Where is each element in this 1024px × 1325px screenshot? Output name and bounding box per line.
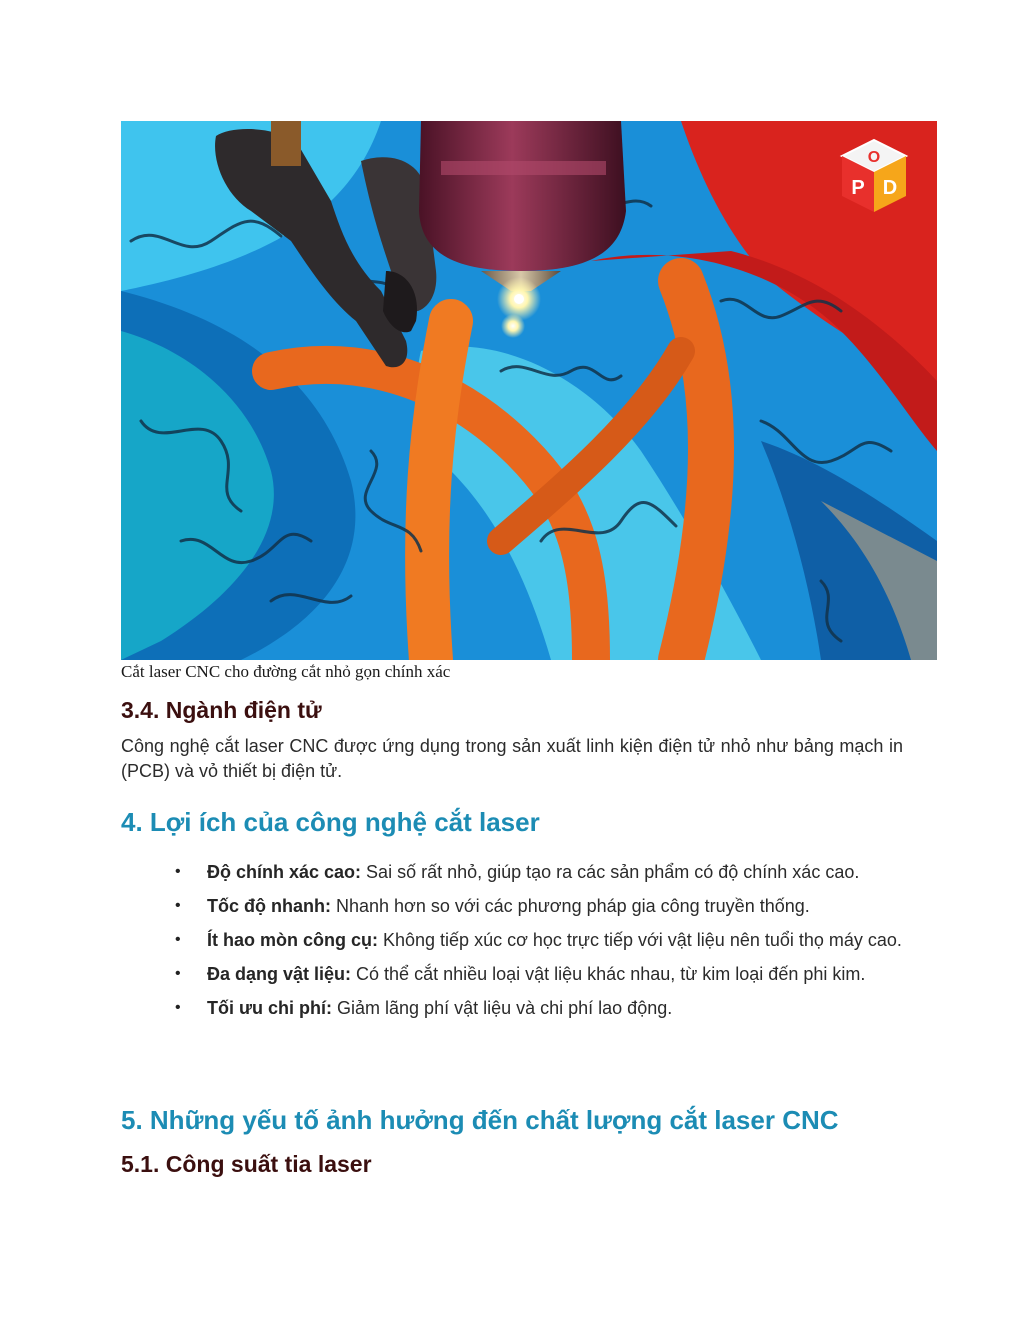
opd-logo — [838, 136, 910, 216]
laser-cutting-photo — [121, 121, 937, 660]
figure-caption: Cắt laser CNC cho đường cắt nhỏ gọn chính xác — [121, 662, 451, 681]
heading-4-benefits: 4. Lợi ích của công nghệ cắt laser — [121, 807, 540, 837]
list-item — [173, 860, 913, 884]
bullet-icon: • — [175, 931, 181, 948]
heading-5-factors: 5. Những yếu tố ảnh hưởng đến chất lượng cắt laser CNC — [121, 1105, 839, 1135]
list-item — [173, 996, 913, 1020]
bullet-icon: • — [175, 999, 181, 1016]
bullet-icon: • — [175, 897, 181, 914]
benefit-text: Giảm lãng phí vật liệu và chi phí lao động. — [332, 998, 673, 1018]
logo-letter-d: D — [882, 177, 898, 199]
benefit-text: Sai số rất nhỏ, giúp tạo ra các sản phẩm có độ chính xác cao. — [361, 862, 860, 882]
benefit-term: Độ chính xác cao: — [207, 862, 362, 882]
benefit-text: Không tiếp xúc cơ học trực tiếp với vật liệu nên tuổi thọ máy cao. — [378, 930, 902, 950]
heading-5-1: 5.1. Công suất tia laser — [121, 1151, 372, 1177]
list-item — [173, 928, 913, 952]
benefit-text: Nhanh hơn so với các phương pháp gia công truyền thống. — [330, 896, 810, 916]
bullet-icon: • — [175, 965, 181, 982]
benefit-text: Có thể cắt nhiều loại vật liệu khác nhau, từ kim loại đến phi kim. — [351, 964, 866, 984]
logo-letter-p: P — [851, 177, 865, 199]
heading-3-4: 3.4. Ngành điện tử — [121, 697, 322, 723]
list-item — [173, 962, 913, 986]
bullet-icon: • — [175, 863, 181, 880]
logo-letter-o: O — [867, 149, 881, 166]
benefit-term: Ít hao mòn công cụ: — [207, 930, 378, 950]
benefit-term: Tối ưu chi phí: — [207, 998, 333, 1018]
benefit-term: Đa dạng vật liệu: — [207, 964, 352, 984]
list-item — [173, 894, 913, 918]
paragraph-electronics: Công nghệ cắt laser CNC được ứng dụng trong sản xuất linh kiện điện tử nhỏ như bảng mạch in (PCB) và vỏ thiết bị điện tử. — [121, 736, 903, 781]
benefit-term: Tốc độ nhanh: — [207, 896, 331, 916]
benefits-list — [173, 860, 913, 1030]
